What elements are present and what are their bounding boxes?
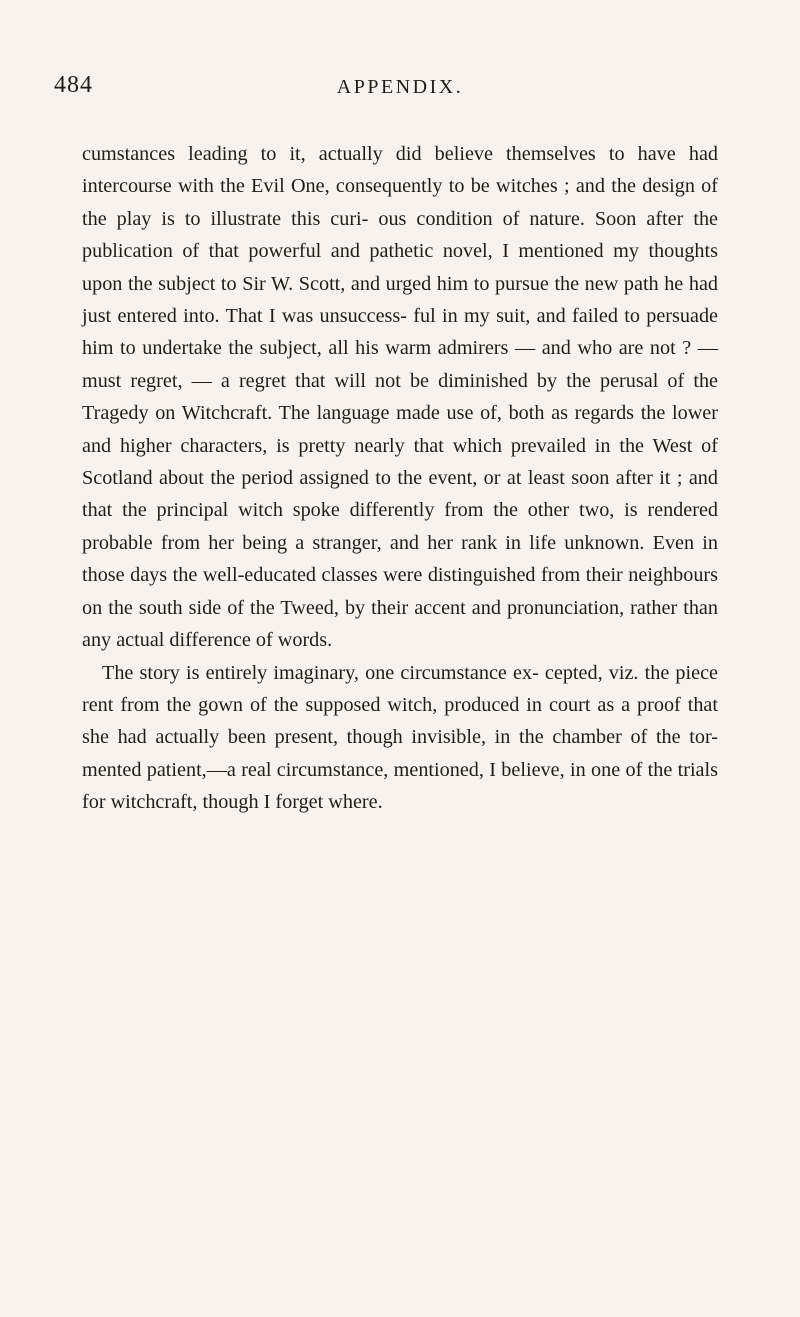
paragraph: cumstances leading to it, actually did believe themselves to have had intercourse with the Evil One, consequently to be witches ; and the design of the play is to illustrate this curi- ous condition of nature. Soon after the publication of that powerful and pathetic novel, I mentioned my thoughts upon the subject to Sir W. Scott, and urged him to pursue the new path he had just entered into. That I was unsuccess- ful in my suit, and failed to persuade him to undertake the subject, all his warm admirers — and who are not ? — must regret, — a regret that will not be diminished by the perusal of the Tragedy on Witchcraft. The language made use of, both as regards the lower and higher characters, is pretty nearly that which prevailed in the West of Scotland about the period assigned to the event, or at least soon after it ; and that the principal witch spoke differently from the other two, is rendered probable from her being a stranger, and her rank in life unknown. Even in those days the well-educated classes were distinguished from their neighbours on the south side of the Tweed, by their accent and pronunciation, rather than any actual difference of words. <box>82 143 718 652</box>
page-header <box>54 72 746 102</box>
paragraph: The story is entirely imaginary, one circumstance ex- cepted, viz. the piece rent from the gown of the supposed witch, produced in court as a proof that she had actually been present, though invisible, in the chamber of the tor- mented patient,—a real circumstance, mentioned, I believe, in one of the trials for witchcraft, though I forget where. <box>82 661 718 814</box>
page-number: 484 <box>54 72 93 98</box>
running-head: APPENDIX. <box>336 76 464 98</box>
body-text <box>82 138 718 819</box>
